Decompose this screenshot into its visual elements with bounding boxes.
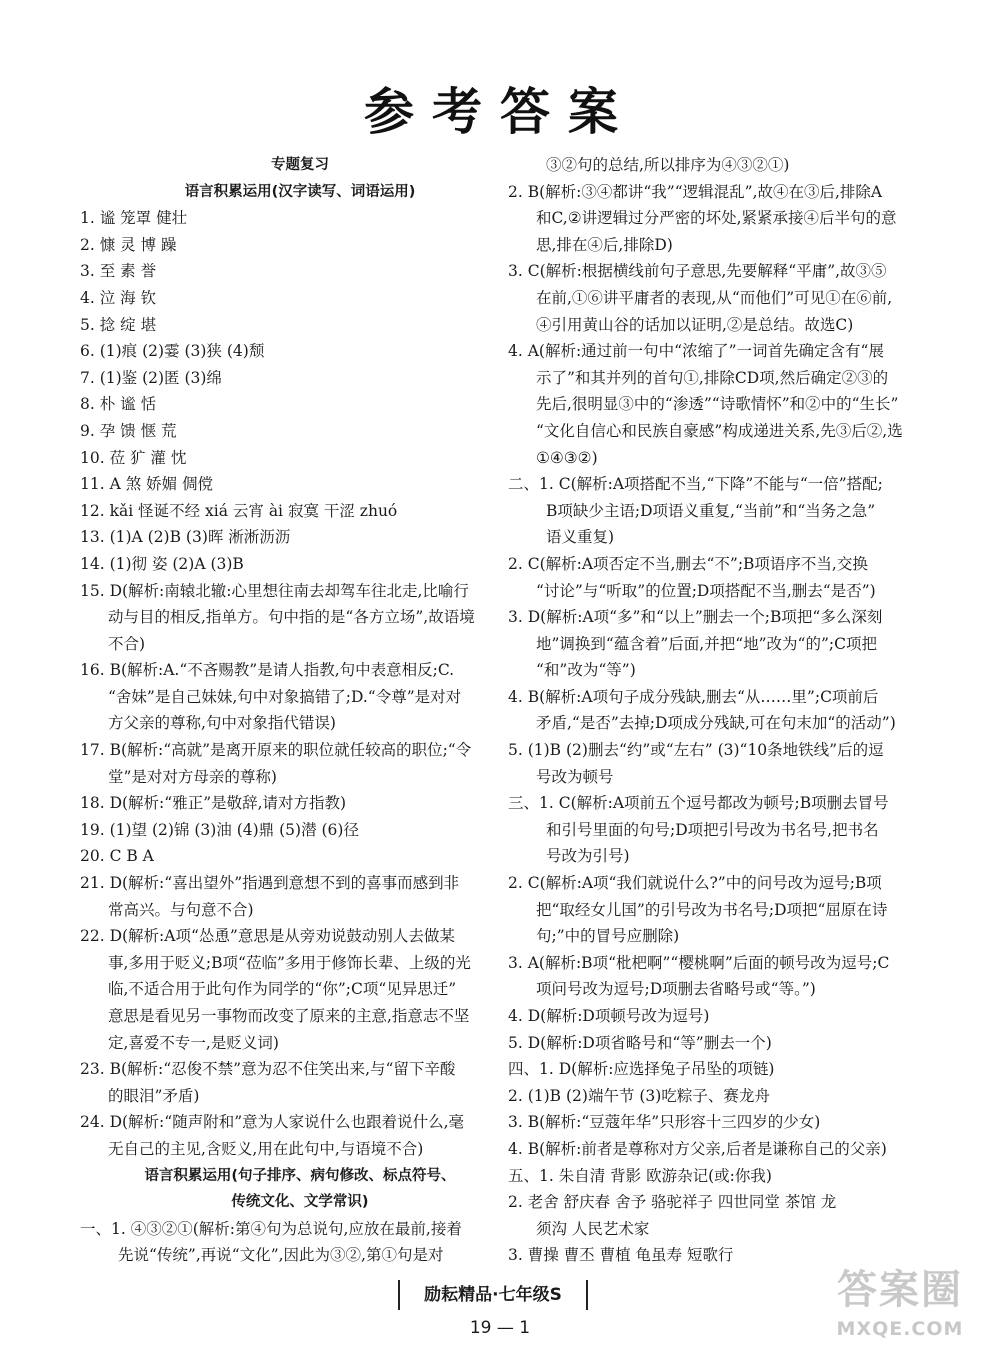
answer-line: 在前,①⑥讲平庸者的表现,从“而他们”可见①在⑥前, bbox=[536, 288, 893, 307]
answer-line: 矛盾,“是否”去掉;D项成分残缺,可在句末加“的活动”) bbox=[536, 714, 896, 733]
section-heading: 语言积累运用(汉字读写、词语运用) bbox=[184, 183, 416, 200]
answer-line: 18. D(解析:“雅正”是敬辞,请对方指教) bbox=[80, 794, 347, 813]
answer-line: 示了”和其并列的首句①,排除CD项,然后确定②③的 bbox=[536, 368, 889, 387]
watermark-logo bbox=[820, 1262, 980, 1358]
answer-column-left bbox=[80, 152, 520, 1269]
answer-line: 项问号改为逗号;D项删去省略号或“等。”) bbox=[536, 980, 816, 999]
answer-line: 19. (1)望 (2)锦 (3)油 (4)鼎 (5)潜 (6)径 bbox=[80, 820, 359, 839]
answer-line: 四、1. D(解析:应选择兔子吊坠的项链) bbox=[508, 1060, 775, 1079]
answer-line: 7. (1)鉴 (2)匿 (3)绵 bbox=[80, 368, 222, 387]
answer-line: 一、1. ④③②①(解析:第④句为总说句,应放在最前,接着 bbox=[80, 1219, 462, 1238]
answer-line: 21. D(解析:“喜出望外”指遇到意想不到的喜事而感到非 bbox=[80, 874, 460, 893]
answer-line: 4. D(解析:D项顿号改为逗号) bbox=[508, 1007, 710, 1025]
answer-line: 5. 捻 绽 堪 bbox=[80, 315, 157, 334]
answer-line: 9. 孕 馈 惬 荒 bbox=[80, 421, 177, 440]
answer-line: 6. (1)痕 (2)霎 (3)狭 (4)颓 bbox=[80, 342, 265, 361]
answer-line: 2. B(解析:③④都讲“我”“逻辑混乱”,故④在③后,排除A bbox=[508, 182, 883, 201]
page-number: 19 — 1 bbox=[469, 1318, 531, 1338]
answer-line: “讨论”与“听取”的位置;D项搭配不当,删去“是否”) bbox=[536, 581, 876, 600]
answer-line: 先说“传统”,再说“文化”,因此为③②,第①句是对 bbox=[118, 1246, 444, 1265]
answer-line: 3. 至 素 誉 bbox=[80, 262, 157, 281]
section-heading: 专题复习 bbox=[271, 157, 329, 173]
answer-line: 3. C(解析:根据横线前句子意思,先要解释“平庸”,故③⑤ bbox=[508, 262, 887, 281]
answer-line: 5. D(解析:D项省略号和“等”删去一个) bbox=[508, 1033, 772, 1052]
answer-line: 2. (1)B (2)端午节 (3)吃粽子、赛龙舟 bbox=[508, 1086, 770, 1105]
answer-column-right bbox=[508, 152, 948, 1269]
answer-line: 23. B(解析:“忍俊不禁”意为忍不住笑出来,与“留下辛酸 bbox=[80, 1060, 456, 1079]
answer-line: 临,不适合用于此句作为同学的“你”;C项“见异思迁” bbox=[108, 980, 457, 999]
answer-line: 须沟 人民艺术家 bbox=[536, 1219, 650, 1238]
answer-line: 3. 曹操 曹丕 曹植 龟虽寿 短歌行 bbox=[508, 1246, 734, 1265]
answer-line: 二、1. C(解析:A项搭配不当,“下降”不能与“一倍”搭配; bbox=[508, 475, 883, 494]
answer-line: 把“取经女儿国”的引号改为书名号;D项把“屈原在诗 bbox=[536, 900, 888, 919]
answer-line: 动与目的相反,指单方。句中指的是“各方立场”,故语境 bbox=[108, 608, 475, 627]
answer-line: 3. B(解析:“豆蔻年华”只形容十三四岁的少女) bbox=[508, 1113, 821, 1132]
answer-line: 3. A(解析:B项“枇杷啊”“樱桃啊”后面的顿号改为逗号;C bbox=[508, 953, 890, 972]
answer-line: 的眼泪”矛盾) bbox=[108, 1086, 200, 1105]
answer-line: 五、1. 朱自清 背影 欧游杂记(或:你我) bbox=[508, 1166, 772, 1185]
answer-line: ④引用黄山谷的话加以证明,②是总结。故选C) bbox=[536, 315, 854, 334]
answer-line: 10. 莅 犷 灌 忱 bbox=[80, 448, 187, 467]
page-title: 参考答案 bbox=[364, 83, 636, 141]
answer-line: ③②句的总结,所以排序为④③②①) bbox=[546, 156, 790, 174]
answer-line: 24. D(解析:“随声附和”意为人家说什么也跟着说什么,毫 bbox=[80, 1113, 465, 1132]
book-series-label: 励耘精品·七年级S bbox=[398, 1280, 588, 1310]
answer-line: 思,排在④后,排除D) bbox=[536, 235, 673, 254]
answer-line: “舍妹”是自己妹妹,句中对象搞错了;D.“令尊”是对对 bbox=[108, 687, 462, 706]
answer-line: 语义重复) bbox=[546, 528, 615, 547]
answer-line: 和引号里面的句号;D项把引号改为书名号,把书名 bbox=[546, 820, 879, 839]
answer-line: 13. (1)A (2)B (3)晖 淅淅沥沥 bbox=[80, 528, 291, 547]
watermark-url: MXQE.COM bbox=[836, 1318, 964, 1340]
answer-line: 2. 老舍 舒庆春 舍予 骆驼祥子 四世同堂 茶馆 龙 bbox=[508, 1193, 837, 1212]
answer-line: 2. C(解析:A项“我们就说什么?”中的问号改为逗号;B项 bbox=[508, 874, 882, 893]
answer-line: 无自己的主见,含贬义,用在此句中,与语境不合) bbox=[108, 1139, 424, 1158]
answer-line: 号改为顿号 bbox=[536, 767, 614, 786]
answer-line: 堂”是对对方母亲的尊称) bbox=[108, 767, 277, 786]
answer-line: 事,多用于贬义;B项“莅临”多用于修饰长辈、上级的光 bbox=[108, 953, 471, 972]
answer-line: 2. C(解析:A项否定不当,删去“不”;B项语序不当,交换 bbox=[508, 554, 868, 573]
watermark-logo-text: 答案圈 bbox=[837, 1267, 963, 1313]
answer-line: 地”调换到“蕴含着”后面,并把“地”改为“的”;C项把 bbox=[536, 634, 877, 653]
answer-line: 12. kǎi 怪诞不经 xiá 云宵 ài 寂寞 干涩 zhuó bbox=[80, 501, 398, 520]
answer-line: 先后,很明显③中的“渗透”“诗歌情怀”和②中的“生长” bbox=[536, 395, 899, 414]
answer-line: 2. 慷 灵 博 躁 bbox=[80, 235, 177, 254]
answer-line: 4. B(解析:前者是尊称对方父亲,后者是谦称自己的父亲) bbox=[508, 1139, 887, 1158]
answer-line: 8. 朴 谧 恬 bbox=[80, 395, 157, 414]
answer-line: ①④③②) bbox=[536, 448, 598, 467]
answer-line: 意思是看见另一事物而改变了原来的主意,指意志不坚 bbox=[108, 1007, 470, 1025]
answer-line: 11. A 煞 娇媚 倜傥 bbox=[80, 475, 214, 494]
answer-line: 17. B(解析:“高就”是离开原来的职位就任较高的职位;“令 bbox=[80, 741, 472, 760]
answer-line: 5. (1)B (2)删去“约”或“左右” (3)“10条地铁线”后的逗 bbox=[508, 741, 884, 760]
answer-line: 句;”中的冒号应删除) bbox=[536, 927, 680, 946]
answer-line: 4. 泣 海 钦 bbox=[80, 288, 157, 307]
answer-line: 15. D(解析:南辕北辙:心里想往南去却驾车往北走,比喻行 bbox=[80, 581, 469, 600]
answer-line: 不合) bbox=[108, 634, 146, 653]
answer-line: 和C,②讲逻辑过分严密的坏处,紧紧承接④后半句的意 bbox=[536, 209, 897, 228]
answer-line: 4. B(解析:A项句子成分残缺,删去“从……里”;C项前后 bbox=[508, 687, 879, 706]
answer-line: 20. C B A bbox=[80, 847, 154, 866]
section-heading: 传统文化、文学常识) bbox=[231, 1194, 369, 1211]
answer-line: 号改为引号) bbox=[546, 847, 630, 866]
answer-line: B项缺少主语;D项语义重复,“当前”和“当务之急” bbox=[546, 501, 876, 520]
answer-line: 方父亲的尊称,句中对象指代错误) bbox=[108, 714, 336, 733]
answer-line: “文化自信心和民族自豪感”构成递进关系,先③后②,选 bbox=[536, 421, 903, 440]
answer-line: 16. B(解析:A.“不吝赐教”是请人指教,句中表意相反;C. bbox=[80, 661, 455, 680]
answer-line: 22. D(解析:A项“怂恿”意思是从旁劝说鼓动别人去做某 bbox=[80, 927, 455, 946]
answer-line: 3. D(解析:A项“多”和“以上”删去一个;B项把“多么深刻 bbox=[508, 608, 883, 627]
answer-line: 1. 谧 笼罩 健壮 bbox=[80, 209, 188, 228]
answer-line: 三、1. C(解析:A项前五个逗号都改为顿号;B项删去冒号 bbox=[508, 794, 889, 813]
answer-line: 4. A(解析:通过前一句中“浓缩了”一词首先确定含有“展 bbox=[508, 342, 884, 361]
answer-line: 14. (1)彻 姿 (2)A (3)B bbox=[80, 554, 244, 573]
section-heading: 语言积累运用(句子排序、病句修改、标点符号、 bbox=[144, 1167, 456, 1184]
answer-line: 常高兴。与句意不合) bbox=[108, 900, 254, 919]
answer-line: 定,喜爱不专一,是贬义词) bbox=[108, 1033, 279, 1052]
answer-line: “和”改为“等”) bbox=[536, 661, 636, 680]
